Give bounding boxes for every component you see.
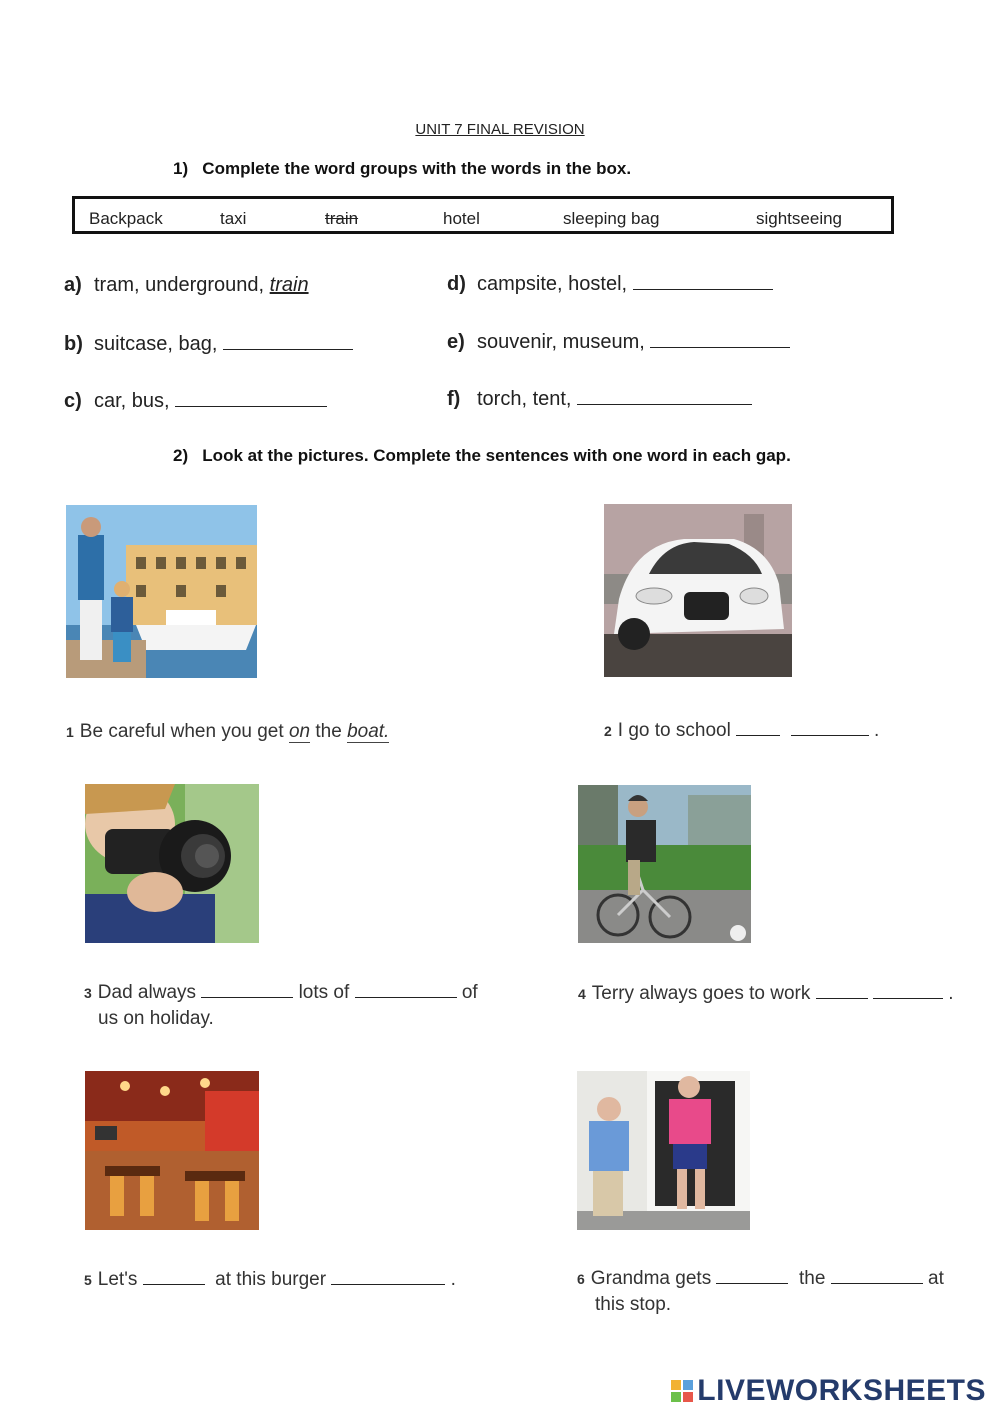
exercise-1-text: Complete the word groups with the words in the box. (202, 159, 632, 178)
exercise-2-number: 2) (173, 446, 189, 465)
box-word: taxi (220, 209, 247, 228)
answer-blank[interactable] (831, 1265, 923, 1284)
exercise-1-number: 1) (173, 159, 189, 178)
box-word: sleeping bag (563, 209, 660, 228)
word-group-a: a) tram, underground, train (64, 274, 309, 296)
white-car-picture (604, 504, 792, 677)
answer-blank[interactable] (736, 717, 780, 736)
answer-blank[interactable] (355, 979, 457, 998)
sentence-1: 1 Be careful when you get on the boat. (66, 721, 390, 742)
exercise-2-text: Look at the pictures. Complete the sentences with one word in each gap. (202, 446, 791, 465)
word-box (72, 196, 894, 234)
word-group-e: e) souvenir, museum, (447, 329, 790, 354)
box-word: sightseeing (756, 209, 843, 228)
box-word-used: train (325, 209, 359, 228)
answer-blank[interactable] (577, 386, 752, 405)
example-answer: boat. (347, 721, 390, 742)
answer-blank[interactable] (201, 979, 293, 998)
liveworksheets-logo[interactable]: LIVEWORKSHEETS (671, 1374, 986, 1408)
box-word: hotel (443, 209, 480, 228)
bus-step-picture (577, 1071, 750, 1230)
cyclist-picture (578, 785, 751, 943)
word-group-c: c) car, bus, (64, 388, 327, 413)
word-group-f: f) torch, tent, (447, 386, 752, 411)
answer-blank[interactable] (633, 271, 773, 290)
camera-photo-picture (85, 784, 259, 943)
sentence-4: 4 Terry always goes to work . (578, 980, 954, 1007)
answer-blank[interactable] (175, 388, 327, 407)
exercise-2-instruction (173, 446, 791, 466)
answer-blank[interactable] (791, 717, 869, 736)
answer-blank[interactable] (650, 329, 790, 348)
sentence-6: 6 Grandma gets the at this stop. (577, 1265, 977, 1318)
answer-blank[interactable] (223, 331, 353, 350)
restaurant-picture (85, 1071, 259, 1230)
answer-blank[interactable] (873, 980, 943, 999)
answer-blank[interactable] (331, 1266, 445, 1285)
answer-blank[interactable] (143, 1266, 205, 1285)
word-group-d: d) campsite, hostel, (447, 271, 773, 296)
example-answer: on (288, 721, 311, 742)
sentence-2: 2 I go to school . (604, 717, 879, 744)
box-word: Backpack (89, 209, 163, 228)
harbour-boat-picture (66, 505, 257, 678)
worksheet-title: UNIT 7 FINAL REVISION (415, 121, 585, 138)
word-group-b: b) suitcase, bag, (64, 331, 353, 356)
answer-blank[interactable] (716, 1265, 788, 1284)
sentence-5: 5 Let's at this burger . (84, 1266, 456, 1293)
answer-blank[interactable] (816, 980, 868, 999)
exercise-1-instruction (173, 159, 631, 179)
logo-icon (671, 1380, 693, 1402)
sentence-3: 3 Dad always lots of of us on holiday. (84, 979, 504, 1032)
example-answer: train (269, 274, 309, 296)
